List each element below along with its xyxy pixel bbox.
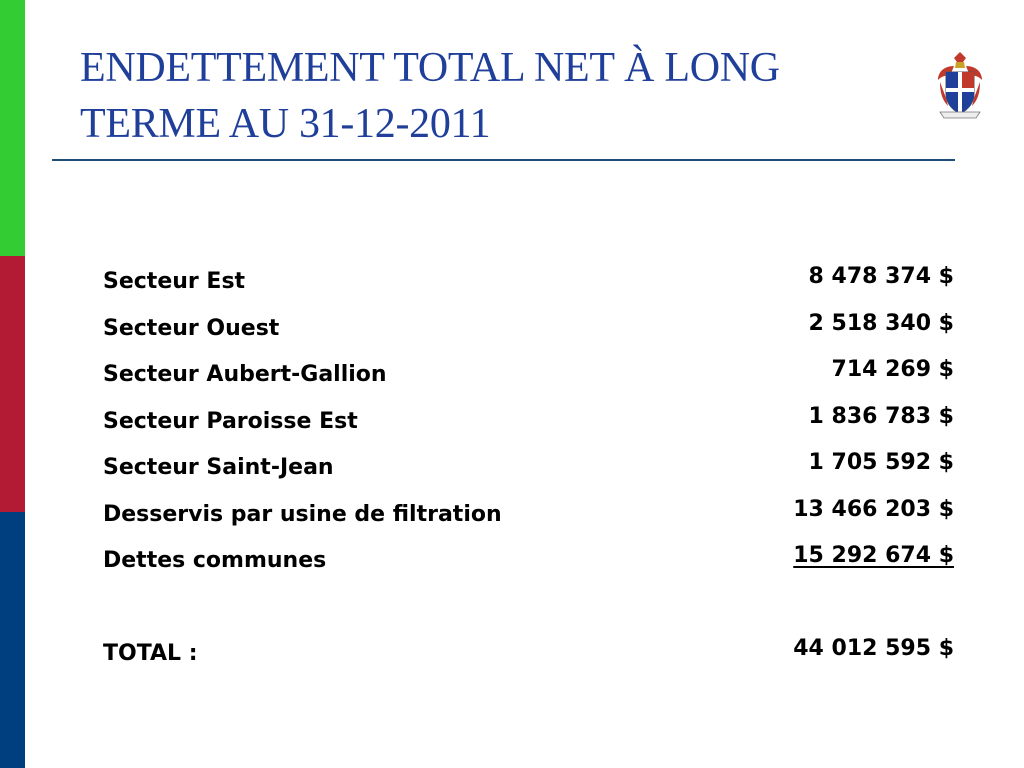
row-value: 8 478 374 $ [808,264,954,289]
table-row [103,544,954,591]
page-title [80,40,940,152]
row-label: Secteur Paroisse Est [103,408,358,434]
page-title-line-2: TERME AU 31-12-2011 [80,101,491,147]
table-row [103,405,954,452]
row-value: 13 466 203 $ [793,496,954,522]
row-label: Secteur Aubert-Gallion [103,362,387,387]
table-spacer [103,591,954,637]
table-row [103,312,954,359]
sidebar-color-bands [0,0,25,768]
row-label: Secteur Saint-Jean [103,455,334,480]
row-label: Desservis par usine de filtration [103,501,502,527]
total-row [103,637,954,684]
total-label: TOTAL : [103,640,198,666]
row-value: 1 836 783 $ [808,403,954,429]
table-row [103,451,954,498]
row-label: Secteur Ouest [103,315,280,341]
debt-table [103,265,954,683]
sidebar-band-green [0,0,25,256]
table-row [103,265,954,312]
sidebar-band-red [0,256,25,512]
sidebar-band-blue [0,512,25,768]
total-value: 44 012 595 $ [793,635,954,661]
row-label: Dettes communes [103,548,327,573]
row-label: Secteur Est [103,269,246,294]
row-value: 714 269 $ [831,357,954,382]
row-value: 15 292 674 $ [793,543,954,568]
table-row [103,358,954,405]
row-value: 2 518 340 $ [808,310,954,336]
row-value: 1 705 592 $ [808,450,954,475]
coat-of-arms-icon [930,48,990,120]
page-title-line-1: ENDETTEMENT TOTAL NET À LONG [80,45,780,91]
title-divider [52,159,955,161]
table-row [103,498,954,545]
